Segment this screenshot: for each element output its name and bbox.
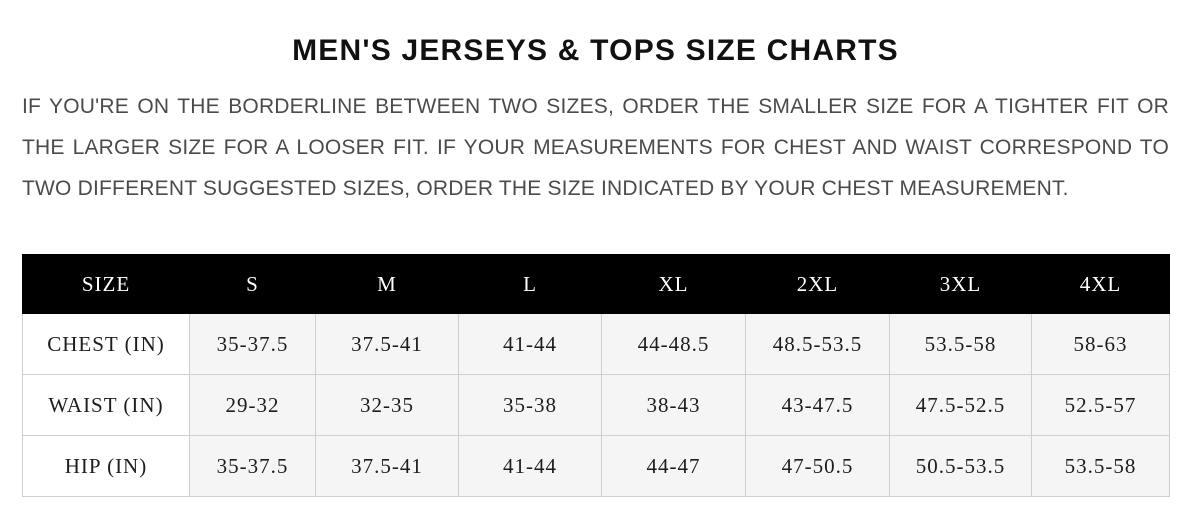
table-header-cell-xl: XL — [602, 255, 746, 314]
cell-chest-2xl: 48.5-53.5 — [746, 314, 890, 375]
table-header-cell-size: SIZE — [23, 255, 190, 314]
table-header-cell-3xl: 3XL — [890, 255, 1032, 314]
cell-chest-s: 35-37.5 — [190, 314, 316, 375]
cell-chest-m: 37.5-41 — [316, 314, 459, 375]
cell-hip-3xl: 50.5-53.5 — [890, 436, 1032, 497]
cell-chest-4xl: 58-63 — [1032, 314, 1170, 375]
cell-hip-s: 35-37.5 — [190, 436, 316, 497]
size-chart-table-wrapper — [22, 254, 1169, 497]
cell-hip-m: 37.5-41 — [316, 436, 459, 497]
cell-waist-4xl: 52.5-57 — [1032, 375, 1170, 436]
cell-waist-xl: 38-43 — [602, 375, 746, 436]
cell-chest-xl: 44-48.5 — [602, 314, 746, 375]
cell-hip-xl: 44-47 — [602, 436, 746, 497]
row-label-chest: CHEST (IN) — [23, 314, 190, 375]
table-header-cell-2xl: 2XL — [746, 255, 890, 314]
table-header-row — [23, 255, 1170, 314]
cell-hip-l: 41-44 — [459, 436, 602, 497]
size-chart-table — [22, 254, 1170, 497]
table-body — [23, 314, 1170, 497]
cell-chest-l: 41-44 — [459, 314, 602, 375]
cell-waist-3xl: 47.5-52.5 — [890, 375, 1032, 436]
page-title: MEN'S JERSEYS & TOPS SIZE CHARTS — [292, 34, 899, 67]
table-row — [23, 314, 1170, 375]
cell-chest-3xl: 53.5-58 — [890, 314, 1032, 375]
table-header-cell-l: L — [459, 255, 602, 314]
cell-waist-2xl: 43-47.5 — [746, 375, 890, 436]
table-header-cell-4xl: 4XL — [1032, 255, 1170, 314]
table-header-cell-m: M — [316, 255, 459, 314]
cell-hip-4xl: 53.5-58 — [1032, 436, 1170, 497]
row-label-hip: HIP (IN) — [23, 436, 190, 497]
table-header — [23, 255, 1170, 314]
cell-hip-2xl: 47-50.5 — [746, 436, 890, 497]
intro-paragraph: IF YOU'RE ON THE BORDERLINE BETWEEN TWO SIZES, ORDER THE SMALLER SIZE FOR A TIGHTER FIT OR THE LARGER SIZE FOR A LOOSER FIT. IF YOUR MEASUREMENTS FOR CHEST AND WAIST CORRESPOND TO TWO DIFFERENT SUGGESTED SIZES, ORDER THE SIZE INDICATED BY YOUR CHEST MEASUREMENT. — [22, 95, 1169, 200]
cell-waist-s: 29-32 — [190, 375, 316, 436]
table-row — [23, 436, 1170, 497]
cell-waist-m: 32-35 — [316, 375, 459, 436]
row-label-waist: WAIST (IN) — [23, 375, 190, 436]
cell-waist-l: 35-38 — [459, 375, 602, 436]
table-header-cell-s: S — [190, 255, 316, 314]
table-row — [23, 375, 1170, 436]
